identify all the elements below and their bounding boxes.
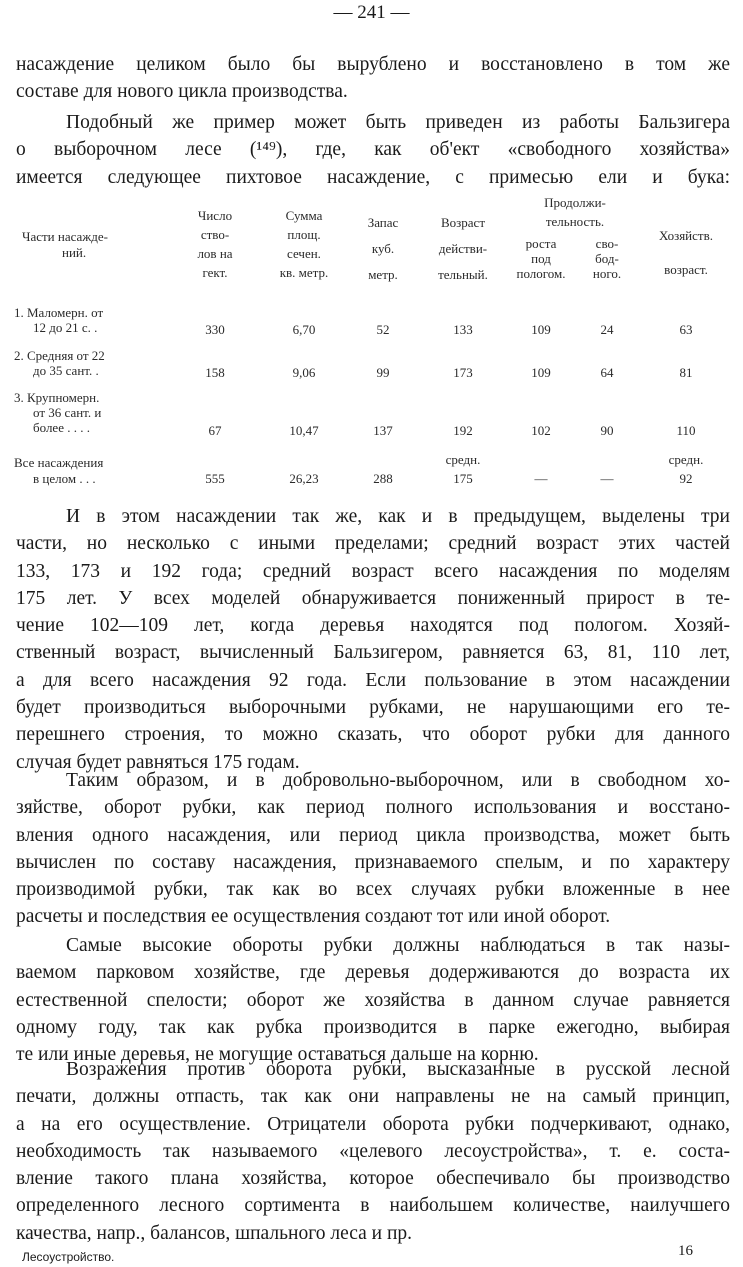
cell-free: 90	[600, 423, 614, 438]
cell-under: 109	[531, 365, 551, 380]
cell-econ: 110	[676, 423, 696, 438]
header-text: Число	[197, 208, 233, 223]
row-label	[14, 305, 103, 335]
cell-basal: 6,70	[292, 322, 316, 337]
header-text: сво-	[595, 236, 619, 251]
row-label	[14, 348, 105, 378]
row-label-line: до 35 сант. .	[33, 363, 99, 378]
header-text: Сумма	[285, 208, 323, 223]
cell-basal: 9,06	[292, 365, 316, 380]
header-text: бод-	[595, 251, 619, 266]
cell-econ: 63	[679, 322, 693, 337]
text-line: качества, напр., балансов, шпального леса и пр.	[16, 1222, 412, 1244]
row-label	[14, 390, 101, 435]
text-line: Самые высокие обороты рубки должны наблюдаться в так назы-	[66, 935, 730, 956]
text-line: вление такого плана хозяйства, которое обеспечивало бы производство	[16, 1168, 730, 1190]
page-number: — 241 —	[333, 2, 410, 23]
cell-age: 192	[453, 423, 473, 438]
cell-stock: 52	[376, 322, 390, 337]
text-line: печати, должны отпасть, так как они направлены не на самый принцип,	[16, 1086, 730, 1108]
row-label	[14, 455, 103, 487]
header-text: площ.	[287, 227, 321, 242]
text-line: Таким образом, и в добровольно-выборочном, или в свободном хо-	[66, 770, 730, 791]
cell-count: 158	[205, 365, 225, 380]
text-line: необходимость так называемого «целевого лесоустройства», т. е. соста-	[16, 1140, 730, 1162]
text-line: те или иные деревья, не могущие оставаться дальше на корню.	[16, 1044, 539, 1066]
text-line: имеется следующее пихтовое насаждение, с примесью ели и бука:	[16, 166, 730, 188]
text-line: вычислен по составу насаждения, признаваемого спелым, и по характеру	[16, 851, 730, 873]
header-text: гект.	[202, 265, 228, 280]
cell-count: 555	[205, 471, 225, 486]
cell-free: 24	[600, 322, 614, 337]
text-line: перешнего строения, то можно сказать, что оборот рубки для данного	[16, 724, 730, 746]
text-line: о выборочном лесе (¹⁴⁹), где, как об'ект «свободного хозяйства»	[16, 139, 730, 161]
cell-econ: 81	[679, 365, 693, 380]
header-text: тельность.	[545, 214, 605, 229]
cell-under: —	[534, 471, 548, 486]
header-text: пологом.	[516, 266, 566, 281]
header-text: ного.	[592, 266, 622, 281]
text-line: насаждение целиком было бы вырублено и восстановлено в том же	[16, 54, 730, 75]
row-label-line: более . . . .	[33, 420, 90, 435]
cell-basal: 10,47	[289, 423, 319, 438]
text-line: будет производиться выборочными рубками, не нарушающими его те-	[16, 697, 730, 719]
cell-under: 102	[531, 423, 551, 438]
header-econ	[644, 219, 728, 287]
header-count	[185, 206, 245, 282]
header-text: действи-	[438, 241, 488, 256]
header-text: Хозяйств.	[659, 228, 713, 243]
paragraph-5	[16, 932, 730, 1068]
text-line: производимой рубки, так как во всех случаях рубки вложенные в нее	[16, 879, 730, 901]
paragraph-1	[16, 51, 730, 106]
header-text: Части насажде-	[22, 229, 108, 244]
cell-stock: 99	[376, 365, 390, 380]
header-under-canopy	[506, 236, 576, 281]
text-line: случая будет равняться 175 годам.	[16, 751, 300, 773]
text-line: естественной спелости; оборот же хозяйства в данном случае равняется	[16, 989, 730, 1011]
paragraph-6	[16, 1056, 730, 1247]
header-text: куб.	[371, 241, 395, 256]
header-text: Возраст	[440, 215, 486, 230]
text-line: составе для нового цикла производства.	[16, 81, 348, 103]
cell-free: —	[600, 471, 614, 486]
text-line: вления одного насаждения, или период цикла производства, может быть	[16, 824, 730, 846]
text-line: Возражения против оборота рубки, высказанные в русской лесной	[66, 1059, 730, 1080]
header-parts	[22, 229, 108, 261]
header-basal	[262, 206, 346, 282]
header-stock	[355, 210, 411, 288]
cell-count: 330	[205, 322, 225, 337]
cell-econ: 92	[679, 471, 693, 486]
cell-stock: 288	[373, 471, 393, 486]
cell-under: 109	[531, 322, 551, 337]
text-line: а для всего насаждения 92 года. Если пользование в этом насаждении	[16, 669, 730, 691]
footer-sheet-number: 16	[678, 1243, 693, 1259]
header-text: сечен.	[287, 246, 321, 261]
text-line: чение 102—109 лет, когда деревья находятся под пологом. Хозяй-	[16, 615, 730, 637]
header-text: Продолжи-	[544, 195, 606, 210]
cell-age: 133	[453, 322, 473, 337]
header-text: роста	[525, 236, 557, 251]
row-label-line: 3. Крупномерн.	[14, 390, 100, 405]
cell-age: 175	[453, 471, 473, 486]
text-line: 133, 173 и 192 года; средний возраст всего насаждения по моделям	[16, 560, 730, 582]
paragraph-3	[16, 503, 730, 776]
header-text: кв. метр.	[279, 265, 329, 280]
header-text: под	[531, 251, 551, 266]
footer-signature: Лесоустройство.	[22, 1250, 115, 1264]
text-line: Подобный же пример может быть приведен из работы Бальзигера	[66, 112, 730, 133]
cell-basal: 26,23	[289, 471, 319, 486]
header-text: Запас	[367, 215, 399, 230]
cell-age-note: средн.	[445, 452, 481, 467]
cell-free: 64	[600, 365, 614, 380]
row-label-line: 1. Маломерн. от	[14, 305, 104, 320]
row-label-line: от 36 сант. и	[33, 405, 102, 420]
cell-stock: 137	[373, 423, 393, 438]
header-text: тельный.	[438, 267, 488, 282]
text-line: ственный возраст, вычисленный Бальзигером, равняется 63, 81, 110 лет,	[16, 642, 730, 664]
paragraph-2	[16, 109, 730, 191]
text-line: одному году, так как рубка производится в парке ежегодно, выбирая	[16, 1016, 730, 1038]
header-free	[582, 236, 632, 281]
row-label-line: 12 до 21 с. .	[33, 320, 98, 335]
header-text: ний.	[62, 245, 87, 260]
cell-econ-note: средн.	[668, 452, 704, 467]
header-text: лов на	[197, 246, 233, 261]
paragraph-4	[16, 767, 730, 931]
text-line: ваемом парковом хозяйстве, где деревья додерживаются до возраста их	[16, 962, 730, 984]
cell-count: 67	[208, 423, 222, 438]
text-line: 175 лет. У всех моделей обнаруживается пониженный прирост в те-	[16, 587, 730, 609]
header-duration	[515, 193, 635, 231]
text-line: И в этом насаждении так же, как и в предыдущем, выделены три	[66, 506, 730, 527]
header-text: ство-	[200, 227, 230, 242]
header-text: метр.	[368, 267, 398, 282]
header-text: возраст.	[664, 262, 708, 277]
text-line: а на его осуществление. Отрицатели оборота рубки подчеркивают, однако,	[16, 1113, 730, 1135]
text-line: зяйстве, оборот рубки, как период полного использования и восстано-	[16, 797, 730, 819]
cell-age: 173	[453, 365, 473, 380]
text-line: расчеты и последствия ее осуществления создают тот или иной оборот.	[16, 906, 611, 928]
text-line: части, но несколько с иными пределами; средний возраст этих частей	[16, 533, 730, 555]
row-label-line: Все насаждения	[14, 455, 104, 470]
header-age	[423, 210, 503, 288]
text-line: определенного лесного сортимента в наибольшем количестве, наилучшего	[16, 1195, 730, 1217]
row-label-line: 2. Средняя от 22	[14, 348, 105, 363]
row-label-line: в целом . . .	[33, 471, 96, 486]
